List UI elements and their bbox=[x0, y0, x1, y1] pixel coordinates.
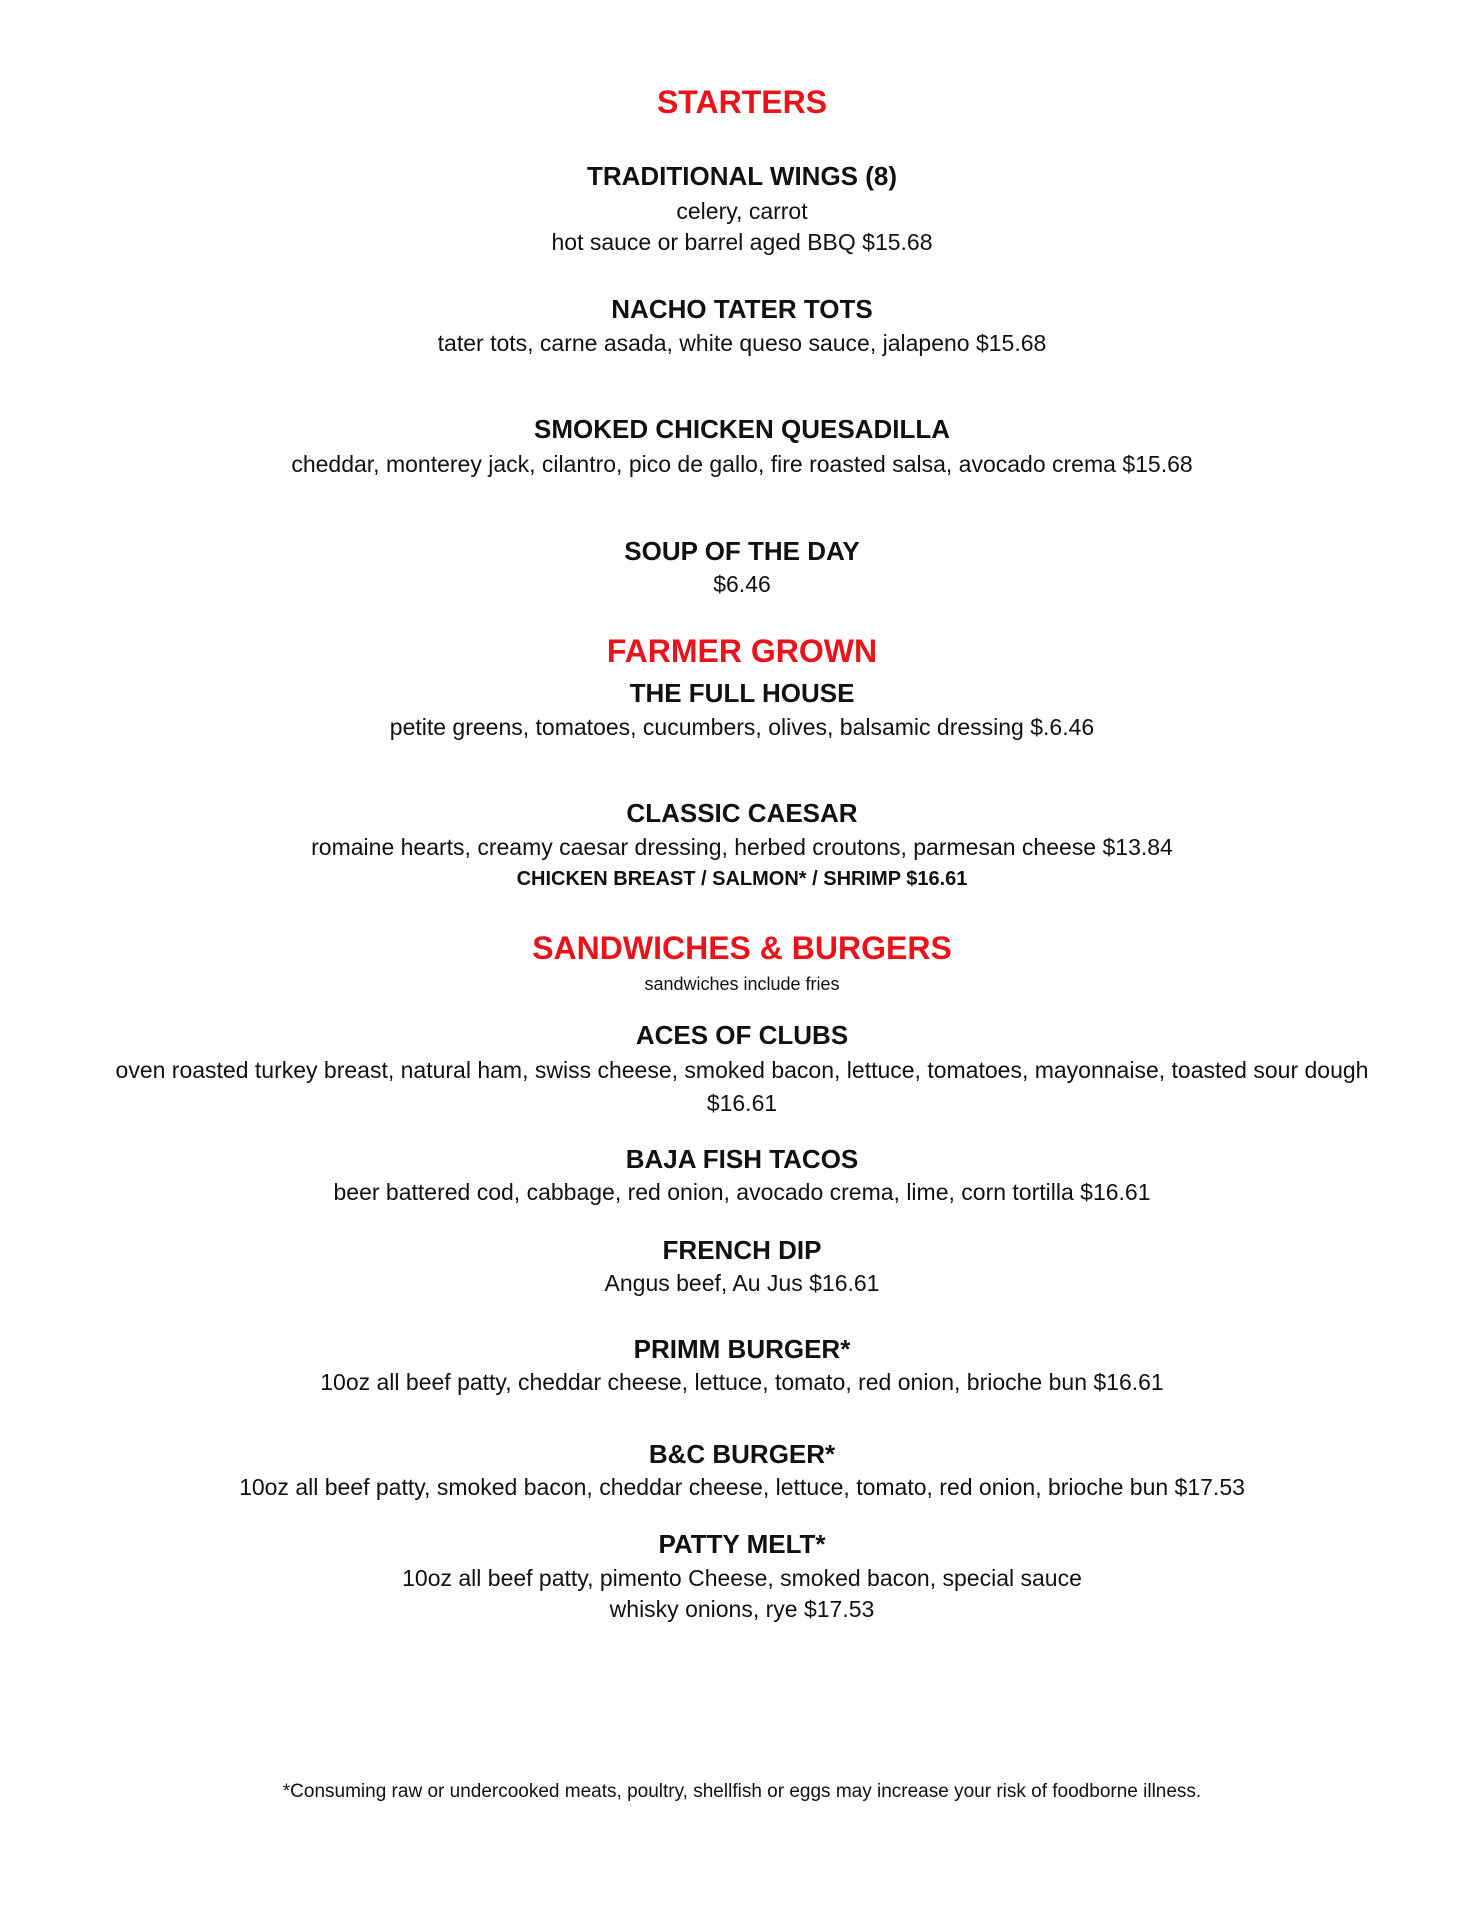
item-name-traditional-wings: TRADITIONAL WINGS (8) bbox=[586, 161, 898, 191]
item-name-patty-melt: PATTY MELT* bbox=[658, 1529, 826, 1559]
item-desc-soup-of-the-day: $6.46 bbox=[713, 571, 771, 597]
section-heading-starters: STARTERS bbox=[656, 84, 828, 120]
item-name-the-full-house: THE FULL HOUSE bbox=[629, 678, 855, 708]
item-name-baja-fish-tacos: BAJA FISH TACOS bbox=[625, 1144, 859, 1174]
item-desc-patty-melt-1: 10oz all beef patty, pimento Cheese, smoked bacon, special sauce bbox=[402, 1565, 1082, 1591]
section-heading-farmer-grown: FARMER GROWN bbox=[606, 633, 878, 669]
item-name-aces-of-clubs: ACES OF CLUBS bbox=[635, 1020, 849, 1050]
item-name-french-dip: FRENCH DIP bbox=[662, 1235, 822, 1265]
item-desc-bc-burger: 10oz all beef patty, smoked bacon, cheddar cheese, lettuce, tomato, red onion, brioche bun $17.53 bbox=[239, 1474, 1245, 1500]
item-name-soup-of-the-day: SOUP OF THE DAY bbox=[624, 536, 860, 566]
section-note-sandwiches: sandwiches include fries bbox=[644, 974, 840, 994]
item-name-smoked-chicken-quesadilla: SMOKED CHICKEN QUESADILLA bbox=[533, 414, 950, 444]
item-desc-smoked-chicken-quesadilla: cheddar, monterey jack, cilantro, pico de gallo, fire roasted salsa, avocado crema $15.68 bbox=[291, 451, 1193, 477]
item-name-primm-burger: PRIMM BURGER* bbox=[633, 1334, 851, 1364]
item-name-nacho-tater-tots: NACHO TATER TOTS bbox=[611, 294, 873, 324]
item-addons-classic-caesar: CHICKEN BREAST / SALMON* / SHRIMP $16.61 bbox=[516, 868, 968, 890]
item-desc-baja-fish-tacos: beer battered cod, cabbage, red onion, avocado crema, lime, corn tortilla $16.61 bbox=[333, 1179, 1151, 1205]
item-desc-traditional-wings-2: hot sauce or barrel aged BBQ $15.68 bbox=[551, 229, 933, 255]
item-desc-traditional-wings-1: celery, carrot bbox=[676, 198, 808, 224]
item-desc-primm-burger: 10oz all beef patty, cheddar cheese, lettuce, tomato, red onion, brioche bun $16.61 bbox=[320, 1369, 1164, 1395]
item-desc-french-dip: Angus beef, Au Jus $16.61 bbox=[604, 1270, 880, 1296]
item-desc-the-full-house: petite greens, tomatoes, cucumbers, olives, balsamic dressing $.6.46 bbox=[389, 714, 1095, 740]
item-desc-classic-caesar: romaine hearts, creamy caesar dressing, herbed croutons, parmesan cheese $13.84 bbox=[311, 834, 1173, 860]
section-heading-sandwiches-burgers: SANDWICHES & BURGERS bbox=[532, 930, 952, 966]
item-desc-aces-of-clubs-1: oven roasted turkey breast, natural ham, swiss cheese, smoked bacon, lettuce, tomatoes, mayonnaise, toasted sour dough bbox=[115, 1057, 1369, 1083]
item-desc-nacho-tater-tots: tater tots, carne asada, white queso sauce, jalapeno $15.68 bbox=[437, 330, 1047, 356]
disclaimer-text: *Consuming raw or undercooked meats, poultry, shellfish or eggs may increase your risk of foodborne illness. bbox=[282, 1781, 1202, 1802]
item-name-classic-caesar: CLASSIC CAESAR bbox=[626, 798, 858, 828]
item-desc-patty-melt-2: whisky onions, rye $17.53 bbox=[609, 1596, 875, 1622]
item-name-bc-burger: B&C BURGER* bbox=[648, 1439, 836, 1469]
item-desc-aces-of-clubs-2: $16.61 bbox=[706, 1090, 778, 1116]
